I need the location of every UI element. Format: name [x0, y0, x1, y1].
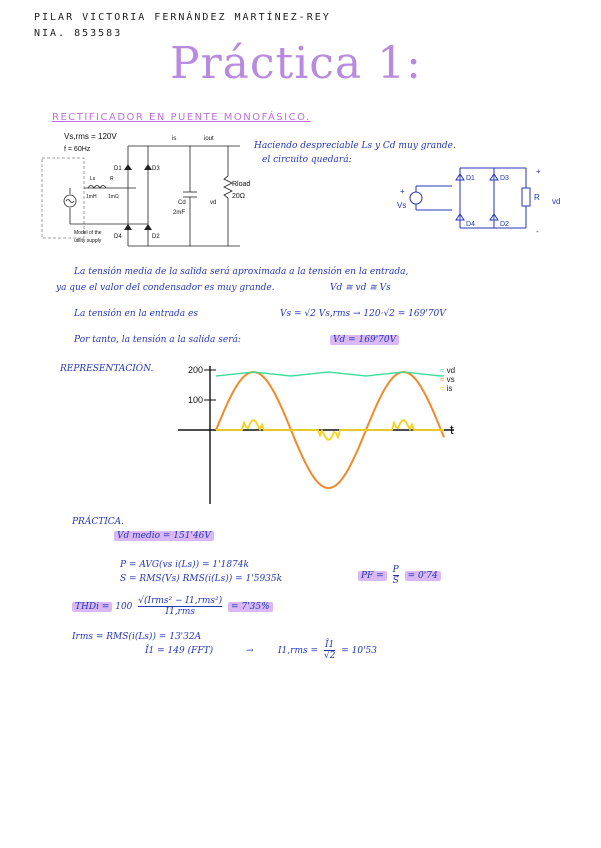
t-axis-label: t: [450, 422, 454, 437]
c2-r: R: [534, 193, 540, 202]
thdi-fraction: √(Irms² − I1,rms²) I1,rms: [138, 596, 223, 617]
i1-arrow: →: [246, 646, 254, 656]
freq-label: f = 60Hz: [64, 146, 91, 153]
d4-label: D4: [114, 234, 122, 240]
d1-label: D1: [114, 166, 122, 172]
graph-label: REPRESENTACIÓN.: [60, 364, 154, 374]
c2-d4: D4: [466, 221, 475, 228]
thdi-100: 100: [115, 602, 133, 612]
power-s: S = RMS(Vs) RMS(i(Ls)) = 1'5935k: [120, 574, 283, 584]
i1rms-lhs: I1,rms =: [278, 646, 318, 656]
pf-formula: [358, 565, 441, 586]
simplified-circuit: [394, 158, 574, 240]
thdi-lhs: THDi =: [72, 602, 112, 612]
irms-line: Irms = RMS(i(Ls)) = 13'32A: [72, 632, 202, 642]
paragraph-1c: Vd ≅ vd ≅ Vs: [330, 283, 391, 293]
i1rms-formula: [278, 640, 377, 661]
power-p: P = AVG(vs i(Ls)) = 1'1874k: [120, 560, 249, 570]
iout-label: iout: [204, 136, 214, 142]
i1-line: Î1 = 149 (FFT): [145, 646, 214, 656]
nia-number: NIA. 853583: [34, 28, 123, 39]
legend-vd: ≈ vd: [440, 366, 456, 375]
vd-medio: Vd medio = 151'46V: [114, 531, 214, 541]
pf-fraction: $\frac{P}{S}$: [392, 565, 399, 586]
practica-label: PRÁCTICA.: [72, 517, 125, 527]
ylabel-100: 100: [188, 395, 204, 405]
bridge-rectifier-circuit: [40, 128, 280, 250]
graph-legend: [440, 366, 455, 393]
paragraph-2b: Vs = √2 Vs,rms → 120·√2 = 169'70V: [280, 309, 446, 319]
d2-label: D2: [152, 234, 160, 240]
paragraph-1a: La tensión media de la salida será aproximada a la tensión en la entrada,: [74, 267, 409, 277]
ls-value: 1mH: [86, 194, 97, 200]
c2-minus: -: [536, 227, 539, 236]
ls-label: Ls: [90, 176, 96, 182]
paragraph-2a: La tensión en la entrada es: [74, 309, 198, 319]
c2-plus-left: +: [400, 187, 405, 196]
r-label: R: [110, 176, 114, 182]
paragraph-3a: Por tanto, la tensión a la salida será:: [74, 335, 241, 345]
pf-value: = 0'74: [405, 571, 441, 581]
author-name: PILAR VICTORIA FERNÁNDEZ MARTÍNEZ-REY: [34, 12, 331, 23]
c2-vd: vd: [552, 197, 561, 206]
vd-label: vd: [210, 200, 217, 206]
vs-rms-label: Vs,rms = 120V: [64, 132, 117, 141]
i1rms-fraction: $\frac{Î1}{√2}$: [323, 640, 336, 661]
rload-value: 20Ω: [232, 193, 246, 200]
ylabel-200: 200: [188, 365, 204, 375]
legend-is: ≈ is: [440, 384, 453, 393]
section-subtitle: RECTIFICADOR EN PUENTE MONOFÁSICO.: [52, 112, 311, 123]
thdi-formula: [72, 596, 273, 617]
page-title: Práctica 1:: [170, 38, 422, 89]
cd-label: Cd: [178, 200, 186, 206]
r-value: 1mΩ: [108, 194, 119, 200]
c2-vs: Vs: [397, 201, 407, 210]
legend-vs: ≈ vs: [440, 375, 455, 384]
thdi-value: = 7'35%: [228, 602, 273, 612]
note-line-2: el circuito quedará:: [262, 155, 352, 165]
c2-d2: D2: [500, 221, 509, 228]
c2-d1: D1: [466, 175, 475, 182]
pf-lhs: PF =: [358, 571, 387, 581]
rload-label: Rload: [232, 181, 251, 188]
model-label-2: utility supply: [74, 238, 102, 244]
d3-label: D3: [152, 166, 160, 172]
cd-value: 2mF: [173, 210, 185, 216]
is-label: is: [172, 136, 177, 142]
model-label-1: Model of the: [74, 230, 102, 236]
paragraph-3b: Vd = 169'70V: [330, 335, 399, 345]
c2-plus-right: +: [536, 167, 541, 176]
paragraph-1b: ya que el valor del condensador es muy grande.: [56, 283, 275, 293]
note-line-1: Haciendo despreciable Ls y Cd muy grande.: [254, 141, 456, 151]
i1rms-value: = 10'53: [341, 646, 377, 656]
c2-d3: D3: [500, 175, 509, 182]
